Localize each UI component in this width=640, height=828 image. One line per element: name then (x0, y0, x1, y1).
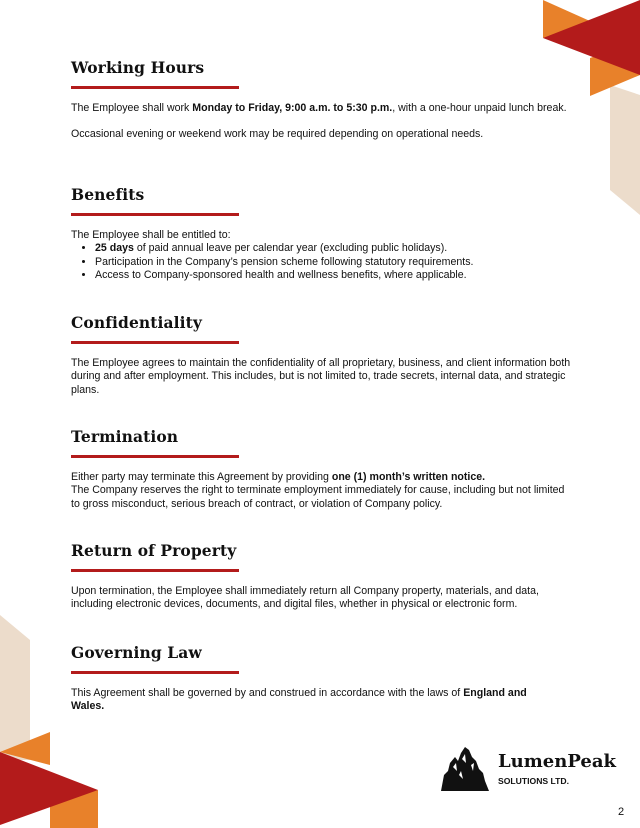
heading-underline (71, 86, 239, 89)
page-number: 2 (618, 806, 625, 818)
paragraph: Occasional evening or weekend work may be required depending on operational needs. (71, 128, 484, 141)
decorative-shapes-bottom-left (0, 600, 110, 828)
section-heading: Benefits (71, 185, 145, 204)
heading-underline (71, 455, 239, 458)
section-termination (71, 427, 571, 511)
logo-name: LumenPeak (498, 751, 616, 772)
section-working-hours (71, 58, 571, 142)
section-governing-law (71, 643, 571, 714)
paragraph: The Employee shall work Monday to Friday, 9:00 a.m. to 5:30 p.m., with a one-hour unpaid lunch break. (71, 102, 567, 114)
heading-underline (71, 671, 239, 674)
section-benefits (71, 185, 571, 283)
section-confidentiality (71, 313, 571, 397)
section-heading: Return of Property (71, 541, 237, 560)
heading-underline (71, 213, 239, 216)
list-item: • Participation in the Company’s pension scheme following statutory requirements. (95, 256, 571, 269)
paragraph: Either party may terminate this Agreement by providing one (1) month’s written notice. (71, 471, 486, 483)
paragraph: The Company reserves the right to terminate employment immediately for cause, including but not limited to gross misconduct, serious breach of contract, or violation of Company policy. (71, 484, 565, 510)
heading-underline (71, 341, 239, 344)
section-heading: Termination (71, 427, 179, 446)
section-heading: Governing Law (71, 643, 202, 662)
heading-underline (71, 569, 239, 572)
paragraph: This Agreement shall be governed by and construed in accordance with the laws of England and Wales. (71, 687, 527, 713)
paragraph: The Employee shall be entitled to: (71, 229, 231, 241)
logo-subtitle: SOLUTIONS LTD. (498, 776, 569, 786)
company-logo (441, 745, 616, 795)
list-item: • Access to Company-sponsored health and wellness benefits, where applicable. (95, 269, 571, 282)
paragraph: Upon termination, the Employee shall immediately return all Company property, materials, and data, including electronic devices, documents, and digital files, whether in physical or electronic form. (71, 585, 539, 611)
section-return-of-property (71, 541, 571, 612)
benefits-list (71, 242, 571, 282)
section-heading: Confidentiality (71, 313, 203, 332)
paragraph: The Employee agrees to maintain the confidentiality of all proprietary, business, and client information both during and after employment. This includes, but is not limited to, trade secrets, internal data, and strategic plans. (71, 357, 571, 396)
section-heading: Working Hours (71, 58, 205, 77)
mountain-icon (441, 745, 489, 791)
list-item: • 25 days of paid annual leave per calendar year (excluding public holidays). (95, 242, 571, 255)
